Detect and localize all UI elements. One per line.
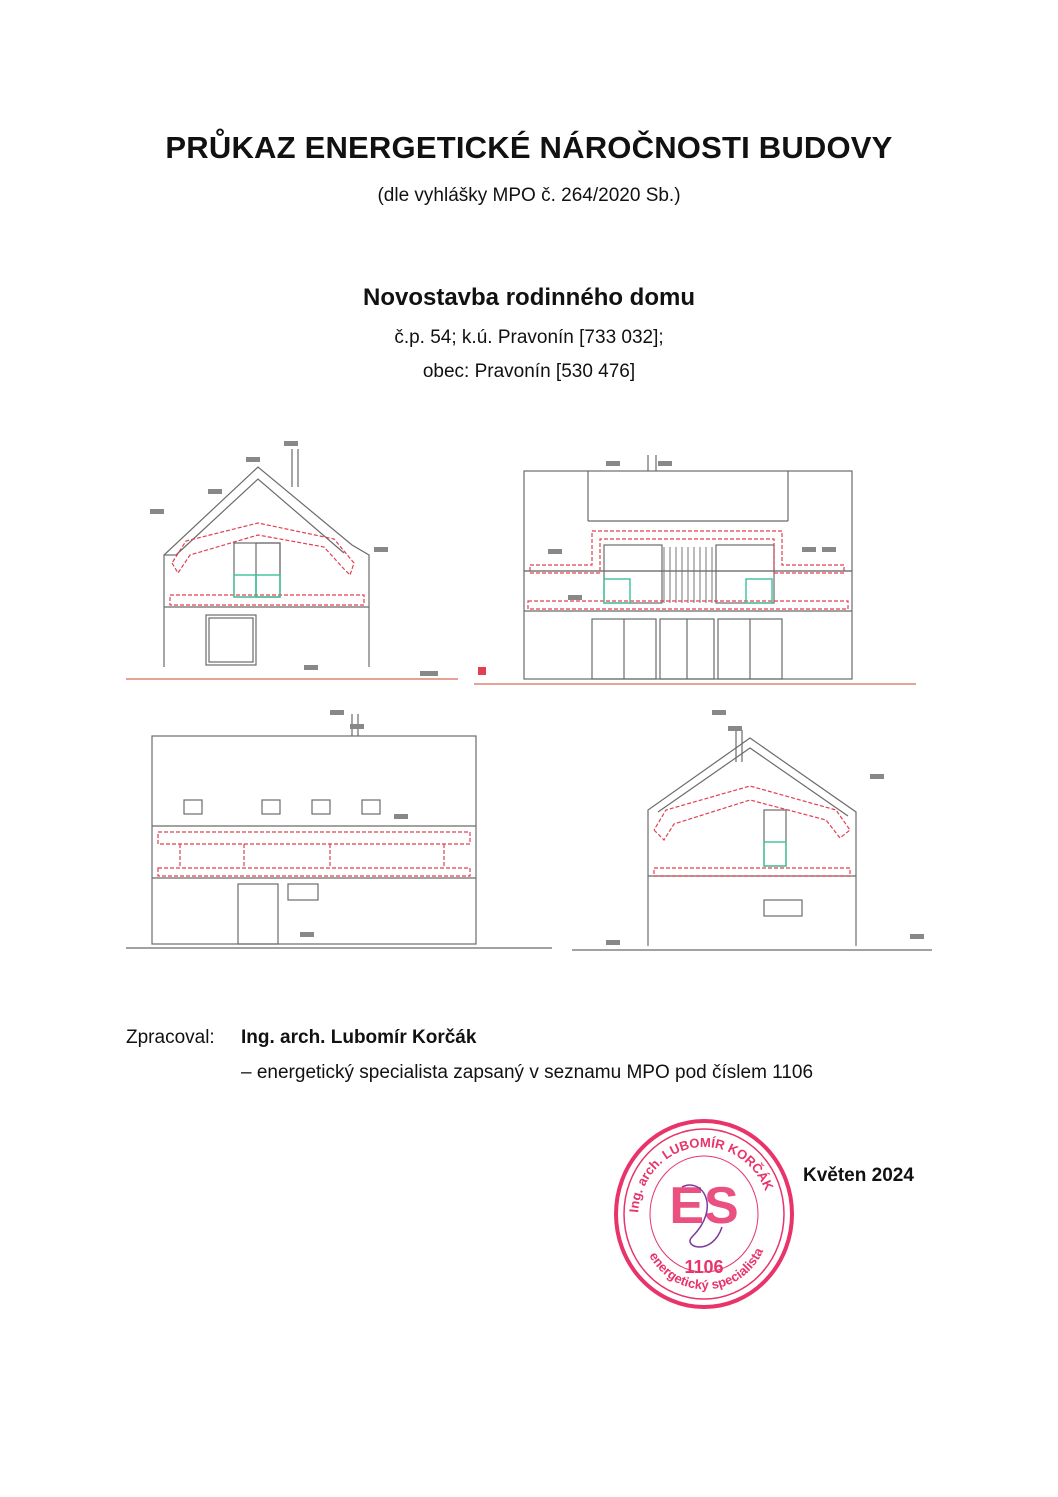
elevation-drawing-side (124, 700, 554, 955)
address-line-1: č.p. 54; k.ú. Pravonín [733 032]; (394, 327, 664, 348)
prepared-by-label: Zpracoval: (126, 1027, 215, 1048)
energy-specialist-stamp (612, 1117, 796, 1311)
document-title: PRŮKAZ ENERGETICKÉ NÁROČNOSTI BUDOVY (165, 130, 893, 165)
building-title: Novostavba rodinného domu (362, 284, 695, 311)
svg-text:energetický specialista: energetický specialista (646, 1245, 767, 1293)
elevation-drawing-gable-left (124, 435, 460, 690)
document-subtitle: (dle vyhlášky MPO č. 264/2020 Sb.) (377, 185, 681, 206)
elevation-drawing-gable-right (570, 700, 935, 965)
address-line-2: obec: Pravonín [530 476] (422, 361, 636, 382)
author-name: Ing. arch. Lubomír Korčák (241, 1027, 477, 1048)
elevation-drawing-front (472, 455, 918, 690)
author-description: – energetický specialista zapsaný v seznamu MPO pod číslem 1106 (241, 1062, 814, 1083)
prepared-by (126, 1027, 476, 1049)
svg-text:1106: 1106 (684, 1257, 724, 1277)
document-date: Květen 2024 (803, 1165, 914, 1186)
svg-text:Ing. arch. LUBOMÍR KORČÁK: Ing. arch. LUBOMÍR KORČÁK (626, 1134, 777, 1214)
svg-text:ES: ES (669, 1177, 739, 1235)
